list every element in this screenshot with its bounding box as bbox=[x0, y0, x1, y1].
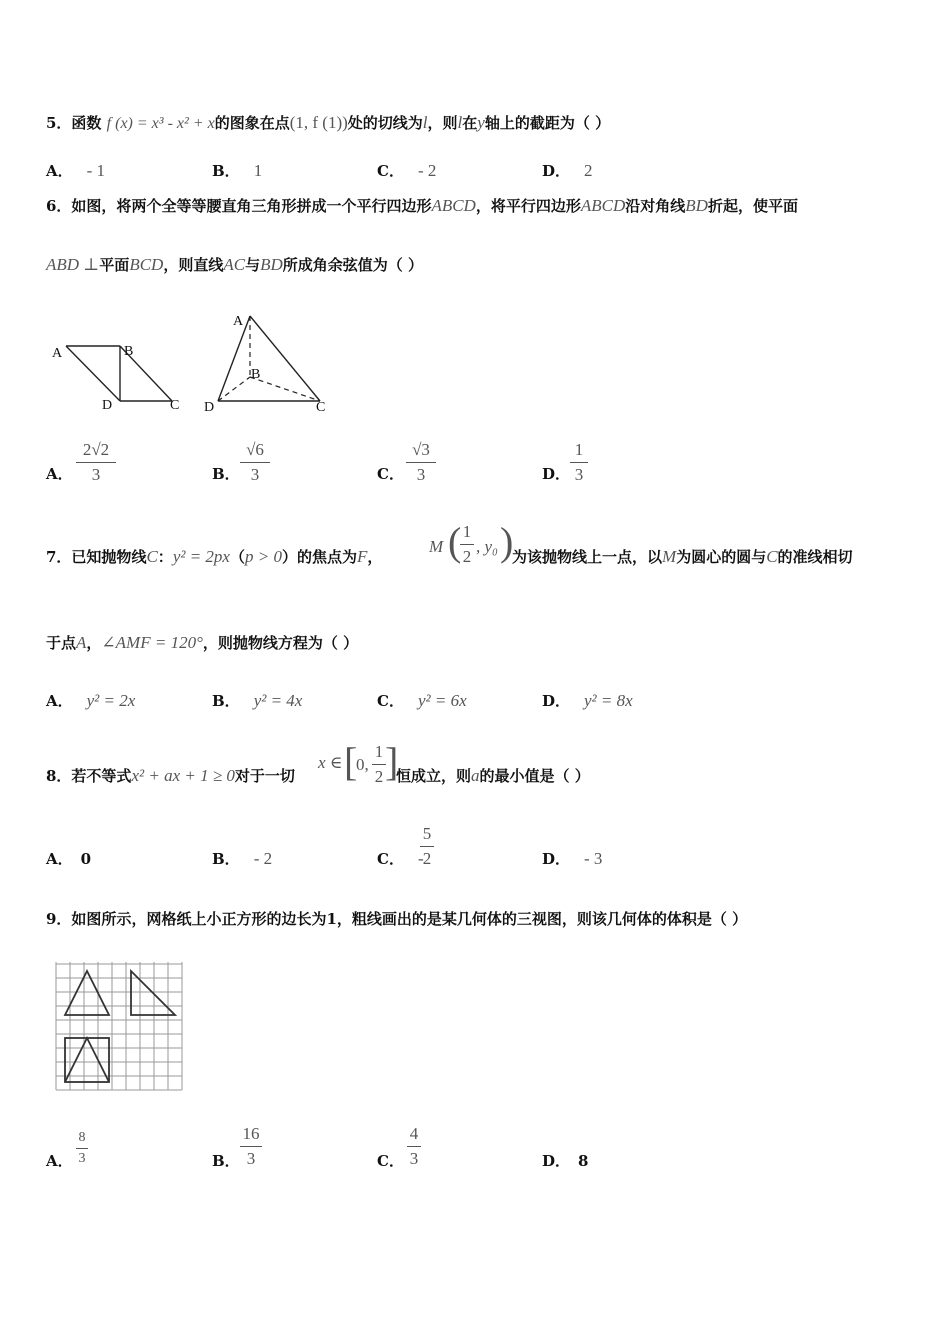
q7-text-6: 为该抛物线上一点，以 bbox=[512, 548, 663, 566]
fraction-numerator: 4 bbox=[409, 1124, 419, 1143]
fraction-denominator: 3 bbox=[246, 1149, 256, 1168]
q6-bcd: BCD bbox=[129, 255, 164, 274]
q8-option-c-fraction bbox=[417, 824, 434, 869]
q6-bd-2: BD bbox=[260, 255, 283, 274]
q6-figure-parallelogram bbox=[48, 335, 188, 415]
q7-text-2: ： bbox=[157, 548, 173, 566]
fraction-bar bbox=[570, 462, 588, 463]
q8-a: a bbox=[471, 766, 480, 785]
question-8-line bbox=[46, 765, 295, 786]
q8-zero: 0, bbox=[356, 755, 369, 774]
option-value: - 3 bbox=[584, 849, 603, 868]
fraction-numerator: 1 bbox=[574, 440, 584, 459]
fraction-bar bbox=[372, 764, 386, 765]
q5-function: f (x) = x³ - x² + x bbox=[106, 115, 215, 132]
q7-text-10: ， bbox=[86, 634, 102, 652]
option-label: D． bbox=[542, 850, 571, 868]
edge-ad bbox=[66, 346, 120, 401]
option-label: C． bbox=[377, 692, 404, 710]
q6-option-a-label[interactable]: A． bbox=[46, 465, 73, 483]
q6-text-1: 6．如图，将两个全等等腰直角三角形拼成一个平行四边形 bbox=[46, 197, 432, 215]
q5-text-2: 处的切线为 bbox=[347, 114, 423, 132]
q7-text-8: 的准线相切 bbox=[777, 548, 853, 566]
grid-lines bbox=[56, 962, 182, 1090]
option-value: y² = 8x bbox=[584, 691, 633, 710]
q7-option-b[interactable] bbox=[212, 690, 302, 711]
q7-text-11: ，则抛物线方程为（ ） bbox=[202, 634, 359, 652]
option-label: B． bbox=[212, 162, 240, 180]
option-label: A． bbox=[46, 162, 73, 180]
option-value: 8 bbox=[578, 1152, 589, 1170]
q5-l2: l bbox=[457, 113, 463, 132]
vertex-b-label: B bbox=[124, 344, 134, 359]
q9-option-b-label[interactable]: B． bbox=[212, 1152, 240, 1170]
q8-option-b[interactable] bbox=[212, 848, 272, 869]
q8-text-3: 恒成立，则 bbox=[396, 767, 472, 785]
q6-text-7: 与 bbox=[245, 256, 261, 274]
q8-half-fraction bbox=[372, 742, 386, 787]
q9-option-d[interactable] bbox=[542, 1150, 588, 1171]
q8-x-in: x ∈ bbox=[318, 753, 343, 772]
q5-option-b[interactable] bbox=[212, 160, 262, 181]
q9-three-view-figure bbox=[50, 958, 190, 1094]
q6-option-c-label[interactable]: C． bbox=[377, 465, 404, 483]
q6-text-6: ，则直线 bbox=[163, 256, 224, 274]
q7-c: C bbox=[146, 547, 158, 566]
question-7-line-1 bbox=[46, 546, 382, 567]
q6-abcd-2: ABCD bbox=[580, 196, 626, 215]
top-view-square bbox=[65, 1038, 109, 1082]
question-8-line-tail bbox=[396, 765, 590, 786]
fraction-numerator: 2√2 bbox=[82, 440, 110, 459]
q9-option-b-fraction bbox=[240, 1124, 262, 1169]
fraction-numerator: 16 bbox=[242, 1124, 260, 1143]
q6-abd: ABD ⊥ bbox=[46, 255, 100, 274]
q6-text-8: 所成角余弦值为（ ） bbox=[282, 256, 423, 274]
q7-c2: C bbox=[766, 547, 778, 566]
q7-equation: y² = 2px bbox=[172, 547, 230, 566]
vertex-a-label: A bbox=[52, 346, 63, 361]
option-minus: - bbox=[417, 849, 424, 868]
option-label: B． bbox=[212, 850, 240, 868]
option-value: 0 bbox=[80, 850, 92, 868]
fraction-bar bbox=[76, 1148, 88, 1149]
q7-left-paren: ( bbox=[448, 519, 462, 564]
fraction-numerator: 1 bbox=[462, 522, 472, 541]
option-label: A． bbox=[46, 692, 73, 710]
fraction-bar bbox=[407, 1146, 421, 1147]
fraction-bar bbox=[76, 462, 116, 463]
q6-abcd-1: ABCD bbox=[431, 196, 476, 215]
vertex-c-label: C bbox=[170, 398, 180, 413]
q8-right-bracket: ] bbox=[385, 739, 399, 784]
q5-y: y bbox=[477, 113, 485, 132]
q6-ac: AC bbox=[223, 255, 246, 274]
fraction-bar bbox=[460, 544, 474, 545]
q5-number: 5．函数 bbox=[46, 114, 102, 132]
q6-bd: BD bbox=[685, 196, 708, 215]
q8-option-c-label[interactable] bbox=[377, 848, 424, 869]
q7-m: M bbox=[429, 537, 444, 556]
option-value: 1 bbox=[253, 161, 263, 180]
q7-a: A bbox=[76, 633, 87, 652]
option-label: C． bbox=[377, 850, 404, 868]
question-5-stem bbox=[46, 112, 610, 133]
fraction-denominator: 3 bbox=[409, 1149, 419, 1168]
q7-option-c[interactable] bbox=[377, 690, 467, 711]
fraction-bar bbox=[406, 462, 436, 463]
fraction-denominator: 2 bbox=[462, 547, 472, 566]
fraction-denominator: 3 bbox=[91, 465, 101, 484]
fraction-denominator: 3 bbox=[78, 1151, 86, 1166]
q7-text-7: 为圆心的圆与 bbox=[676, 548, 767, 566]
option-label: D． bbox=[542, 692, 571, 710]
fraction-numerator: 1 bbox=[374, 742, 384, 761]
q5-option-d[interactable] bbox=[542, 160, 593, 181]
q5-text-3: ，则 bbox=[427, 114, 458, 132]
fraction-numerator: √6 bbox=[246, 440, 264, 459]
q6-option-a-fraction bbox=[76, 440, 116, 485]
fraction-bar bbox=[420, 846, 434, 847]
q7-condition: p > 0 bbox=[245, 547, 282, 566]
q7-m2: M bbox=[662, 547, 677, 566]
vertex-b-label: B bbox=[251, 367, 261, 382]
q7-text-1: 7．已知抛物线 bbox=[46, 548, 147, 566]
question-7-line-1-tail bbox=[512, 546, 853, 567]
q7-text-4: ）的焦点为 bbox=[281, 548, 357, 566]
q6-text-5: 平面 bbox=[99, 256, 130, 274]
q7-option-a[interactable] bbox=[46, 690, 135, 711]
fraction-denominator: 2 bbox=[374, 767, 384, 786]
option-value: 2 bbox=[584, 161, 593, 180]
option-value: - 1 bbox=[86, 161, 106, 180]
option-label: B． bbox=[212, 692, 240, 710]
q6-option-d-label[interactable]: D． bbox=[542, 465, 571, 483]
fraction-denominator: 3 bbox=[574, 465, 584, 484]
q8-text-4: 的最小值是（ ） bbox=[479, 767, 590, 785]
q9-option-c-label[interactable]: C． bbox=[377, 1152, 404, 1170]
q7-text-5: ， bbox=[367, 548, 383, 566]
q6-option-d-fraction bbox=[570, 440, 588, 485]
vertex-d-label: D bbox=[102, 398, 113, 413]
option-value: y² = 4x bbox=[253, 691, 303, 710]
vertex-a-label: A bbox=[233, 314, 244, 329]
option-label: D． bbox=[542, 162, 571, 180]
fraction-denominator: 3 bbox=[416, 465, 426, 484]
q7-text-9: 于点 bbox=[46, 634, 77, 652]
option-label: D． bbox=[542, 1152, 571, 1170]
q6-text-3: 沿对角线 bbox=[625, 197, 686, 215]
q6-option-c-fraction bbox=[406, 440, 436, 485]
fraction-numerator: √3 bbox=[412, 440, 430, 459]
q6-option-b-fraction bbox=[240, 440, 270, 485]
q9-option-c-fraction bbox=[407, 1124, 421, 1169]
q9-option-a-fraction bbox=[76, 1130, 88, 1167]
q5-point: (1, f (1)) bbox=[289, 113, 348, 132]
q8-text-1: 8．若不等式 bbox=[46, 767, 132, 785]
q5-text-1: 的图象在点 bbox=[214, 114, 290, 132]
q6-option-b-label[interactable]: B． bbox=[212, 465, 240, 483]
question-6-line-2 bbox=[46, 254, 423, 275]
q8-inequality: x² + ax + 1 ≥ 0 bbox=[131, 766, 235, 785]
q7-m-label bbox=[429, 537, 443, 557]
edge-ac bbox=[250, 316, 320, 401]
fraction-denominator: 2 bbox=[422, 849, 432, 868]
vertex-d-label: D bbox=[204, 400, 215, 415]
question-6-line-1 bbox=[46, 195, 798, 216]
top-view-inner-lines bbox=[65, 1038, 109, 1082]
q8-left-bracket: [ bbox=[344, 739, 358, 784]
q6-figure-tetrahedron bbox=[200, 305, 340, 420]
option-value: y² = 2x bbox=[86, 691, 136, 710]
fraction-bar bbox=[240, 462, 270, 463]
q7-half-fraction bbox=[460, 522, 474, 567]
q8-text-2: 对于一切 bbox=[234, 767, 295, 785]
q7-option-d[interactable] bbox=[542, 690, 633, 711]
q5-option-c[interactable] bbox=[377, 160, 436, 181]
fraction-numerator: 8 bbox=[78, 1130, 86, 1145]
q7-angle: ∠AMF = 120° bbox=[101, 633, 203, 652]
q5-text-5: 轴上的截距为（ ） bbox=[484, 114, 611, 132]
q5-l: l bbox=[422, 113, 428, 132]
option-value: - 2 bbox=[417, 161, 437, 180]
option-label: C． bbox=[377, 162, 404, 180]
q7-f: F bbox=[357, 547, 368, 566]
q5-text-4: 在 bbox=[462, 114, 478, 132]
question-7-line-2 bbox=[46, 632, 358, 653]
q9-option-a-label[interactable]: A． bbox=[46, 1152, 73, 1170]
option-value: y² = 6x bbox=[417, 691, 467, 710]
q7-y0: , y₀ bbox=[476, 537, 498, 556]
q7-right-paren: ) bbox=[500, 519, 514, 564]
fraction-bar bbox=[240, 1146, 262, 1147]
q8-option-a[interactable] bbox=[46, 848, 91, 869]
option-value: - 2 bbox=[253, 849, 273, 868]
option-label: A． bbox=[46, 850, 73, 868]
fraction-numerator: 5 bbox=[422, 824, 432, 843]
q7-text-3: （ bbox=[229, 548, 245, 566]
q5-option-a[interactable] bbox=[46, 160, 105, 181]
q6-text-4: 折起，使平面 bbox=[707, 197, 798, 215]
q6-text-2: ，将平行四边形 bbox=[475, 197, 581, 215]
q8-option-d[interactable] bbox=[542, 848, 602, 869]
vertex-c-label: C bbox=[316, 400, 326, 415]
question-9-stem: 9．如图所示，网格纸上小正方形的边长为1，粗线画出的是某几何体的三视图，则该几何体的体积是（ ） bbox=[46, 910, 748, 928]
fraction-denominator: 3 bbox=[250, 465, 260, 484]
